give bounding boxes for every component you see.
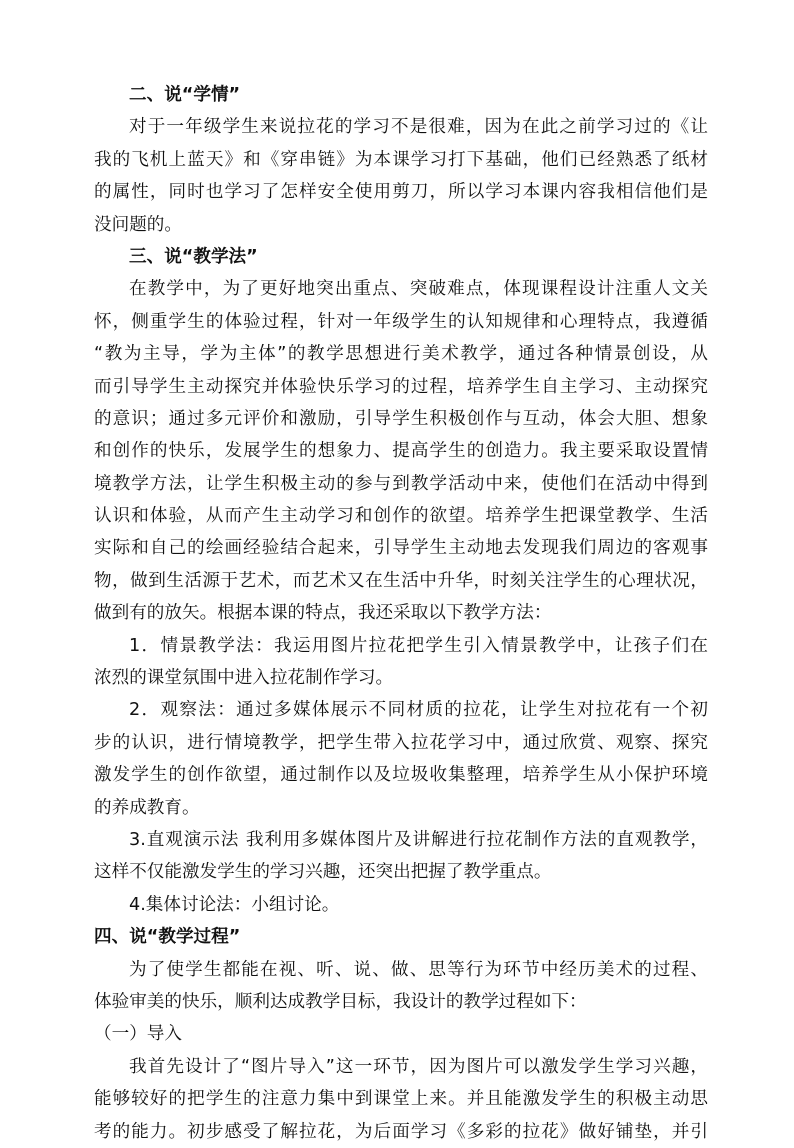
paragraph-line: 为了使学生都能在视、听、说、做、思等行为环节中经历美术的过程、 xyxy=(129,959,708,980)
paragraph-line: “教为主导，学为主体”的教学思想进行美术教学，通过各种情景创设，从 xyxy=(94,344,708,365)
section-heading-teaching-method: 三、说“教学法” xyxy=(129,246,258,267)
paragraph-line: 浓烈的课堂氛围中进入拉花制作学习。 xyxy=(94,668,394,689)
method-item-1: 1．情景教学法：我运用图片拉花把学生引入情景教学中，让孩子们在 xyxy=(129,635,708,656)
paragraph-line: 的意识；通过多元评价和激励，引导学生积极创作与互动，体会大胆、想象 xyxy=(94,408,708,429)
paragraph-line: 物，做到生活源于艺术，而艺术又在生活中升华，时刻关注学生的心理状况， xyxy=(94,570,708,591)
paragraph-line: 和创作的快乐，发展学生的想象力、提高学生的创造力。我主要采取设置情 xyxy=(94,441,708,462)
paragraph-line: 能够较好的把学生的注意力集中到课堂上来。并且能激发学生的积极主动思 xyxy=(94,1089,708,1110)
paragraph-line: 而引导学生主动探究并体验快乐学习的过程，培养学生自主学习、主动探究 xyxy=(94,376,708,397)
method-item-2: 2．观察法：通过多媒体展示不同材质的拉花，让学生对拉花有一个初 xyxy=(129,700,708,721)
paragraph-line: 的养成教育。 xyxy=(94,797,200,818)
paragraph-line: 步的认识，进行情境教学，把学生带入拉花学习中，通过欣赏、观察、探究 xyxy=(94,732,708,753)
section-heading-student-situation: 二、说“学情” xyxy=(129,85,241,105)
paragraph-line: 做到有的放矢。根据本课的特点，我还采取以下教学方法： xyxy=(94,603,552,624)
section-heading-teaching-process: 四、说“教学过程” xyxy=(94,927,241,948)
paragraph-line: 我首先设计了“图片导入”这一环节，因为图片可以激发学生学习兴趣， xyxy=(129,1056,708,1077)
paragraph-line: 没问题的。 xyxy=(94,214,182,235)
paragraph-line: 认识和体验，从而产生主动学习和创作的欲望。培养学生把课堂教学、生活 xyxy=(94,506,708,527)
paragraph-line: 的属性，同时也学习了怎样安全使用剪刀，所以学习本课内容我相信他们是 xyxy=(94,182,708,203)
method-item-4: 4.集体讨论法：小组讨论。 xyxy=(129,894,340,915)
paragraph-line: 实际和自己的绘画经验结合起来，引导学生主动地去发现我们周边的客观事 xyxy=(94,538,708,559)
method-item-3: 3.直观演示法 我利用多媒体图片及讲解进行拉花制作方法的直观教学， xyxy=(129,829,708,850)
paragraph-line: 怀，侧重学生的体验过程，针对一年级学生的认知规律和心理特点，我遵循 xyxy=(94,311,708,332)
paragraph-line: 境教学方法，让学生积极主动的参与到教学活动中来，使他们在活动中得到 xyxy=(94,473,708,494)
paragraph-line: 这样不仅能激发学生的学习兴趣，还突出把握了教学重点。 xyxy=(94,862,552,883)
document-page xyxy=(94,79,708,1148)
paragraph-line: 我的飞机上蓝天》和《穿串链》为本课学习打下基础，他们已经熟悉了纸材 xyxy=(94,149,708,170)
paragraph-line: 在教学中，为了更好地突出重点、突破难点，体现课程设计注重人文关 xyxy=(129,279,708,300)
paragraph-line: 激发学生的创作欲望，通过制作以及垃圾收集整理，培养学生从小保护环境 xyxy=(94,765,708,786)
paragraph-line: 体验审美的快乐，顺利达成教学目标，我设计的教学过程如下： xyxy=(94,991,587,1012)
paragraph-line: 对于一年级学生来说拉花的学习不是很难，因为在此之前学习过的《让 xyxy=(129,117,708,138)
subsection-heading-intro: （一）导入 xyxy=(94,1024,182,1045)
paragraph-line: 考的能力。初步感受了解拉花，为后面学习《多彩的拉花》做好铺垫，并引 xyxy=(94,1121,708,1142)
